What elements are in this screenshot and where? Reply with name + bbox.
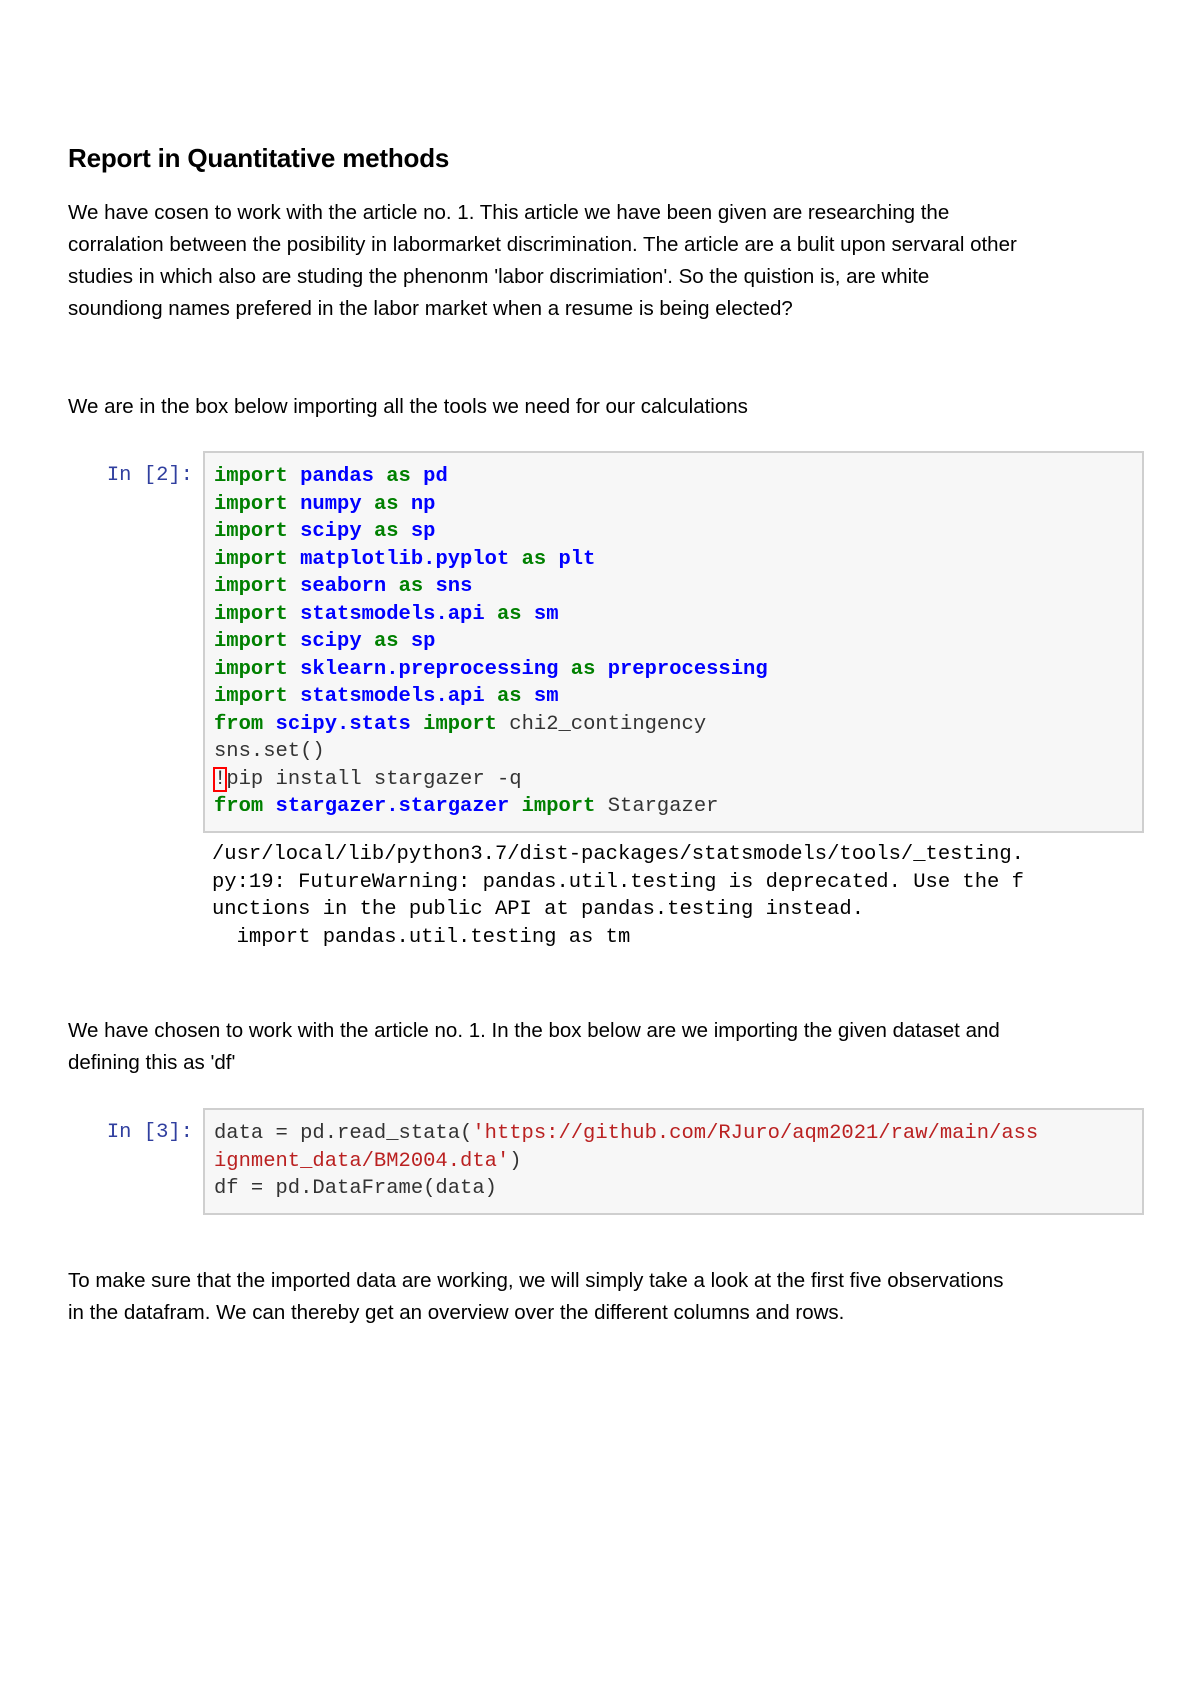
code-line: import matplotlib.pyplot as plt <box>214 547 596 571</box>
intro-line: studies in which also are studing the phenonm 'labor discrimiation'. So the quistion is, are white <box>68 265 930 288</box>
code-line: import sklearn.preprocessing as preprocessing <box>214 657 768 681</box>
intro-line: corralation between the posibility in labormarket discrimination. The article are a bulit upon servaral other <box>68 233 1017 256</box>
code-line: sns.set() <box>214 740 325 763</box>
code-line: import statsmodels.api as sm <box>214 685 559 708</box>
code-line: !pip install stargazer -q <box>214 767 522 791</box>
output-line: import pandas.util.testing as tm <box>212 925 631 949</box>
intro-paragraph <box>68 197 1148 325</box>
intro-line: We have cosen to work with the article no. 1. This article we have been given are researching the <box>68 201 950 224</box>
code-line: ignment_data/BM2004.dta') <box>214 1149 522 1173</box>
dataset-paragraph <box>68 1015 1148 1079</box>
code-line: import scipy as sp <box>214 630 436 653</box>
code-line: import numpy as np <box>214 492 436 516</box>
dataset-line: defining this as 'df' <box>68 1051 236 1074</box>
cell-prompt: In [3]: <box>106 1121 193 1144</box>
output-line: /usr/local/lib/python3.7/dist-packages/statsmodels/tools/_testing. <box>212 843 1024 866</box>
output-line: py:19: FutureWarning: pandas.util.testing is deprecated. Use the f <box>212 870 1024 894</box>
code-line: import seaborn as sns <box>214 575 473 598</box>
tools-paragraph: We are in the box below importing all the tools we need for our calculations <box>68 395 748 418</box>
code-line: import scipy as sp <box>214 520 436 543</box>
check-paragraph <box>68 1265 1148 1329</box>
dataset-line: We have chosen to work with the article no. 1. In the box below are we importing the given dataset and <box>68 1019 1000 1042</box>
check-line: in the datafram. We can thereby get an overview over the different columns and rows. <box>68 1301 845 1324</box>
check-line: To make sure that the imported data are working, we will simply take a look at the first five observations <box>68 1269 1004 1292</box>
code-input[interactable] <box>203 451 1144 833</box>
code-line: import pandas as pd <box>214 465 448 488</box>
code-line: from stargazer.stargazer import Stargazer <box>214 795 719 818</box>
page-title: Report in Quantitative methods <box>68 143 450 173</box>
cell-output <box>212 841 1142 951</box>
output-line: unctions in the public API at pandas.testing instead. <box>212 898 865 921</box>
code-input[interactable] <box>203 1108 1144 1215</box>
code-line: data = pd.read_stata('https://github.com/RJuro/aqm2021/raw/main/ass <box>214 1122 1039 1145</box>
code-line: import statsmodels.api as sm <box>214 602 559 626</box>
code-line: from scipy.stats import chi2_contingency <box>214 712 707 736</box>
code-line: df = pd.DataFrame(data) <box>214 1177 497 1200</box>
intro-line: soundiong names prefered in the labor market when a resume is being elected? <box>68 297 793 320</box>
cell-prompt: In [2]: <box>106 464 193 487</box>
error-highlight-bang: ! <box>214 767 227 791</box>
